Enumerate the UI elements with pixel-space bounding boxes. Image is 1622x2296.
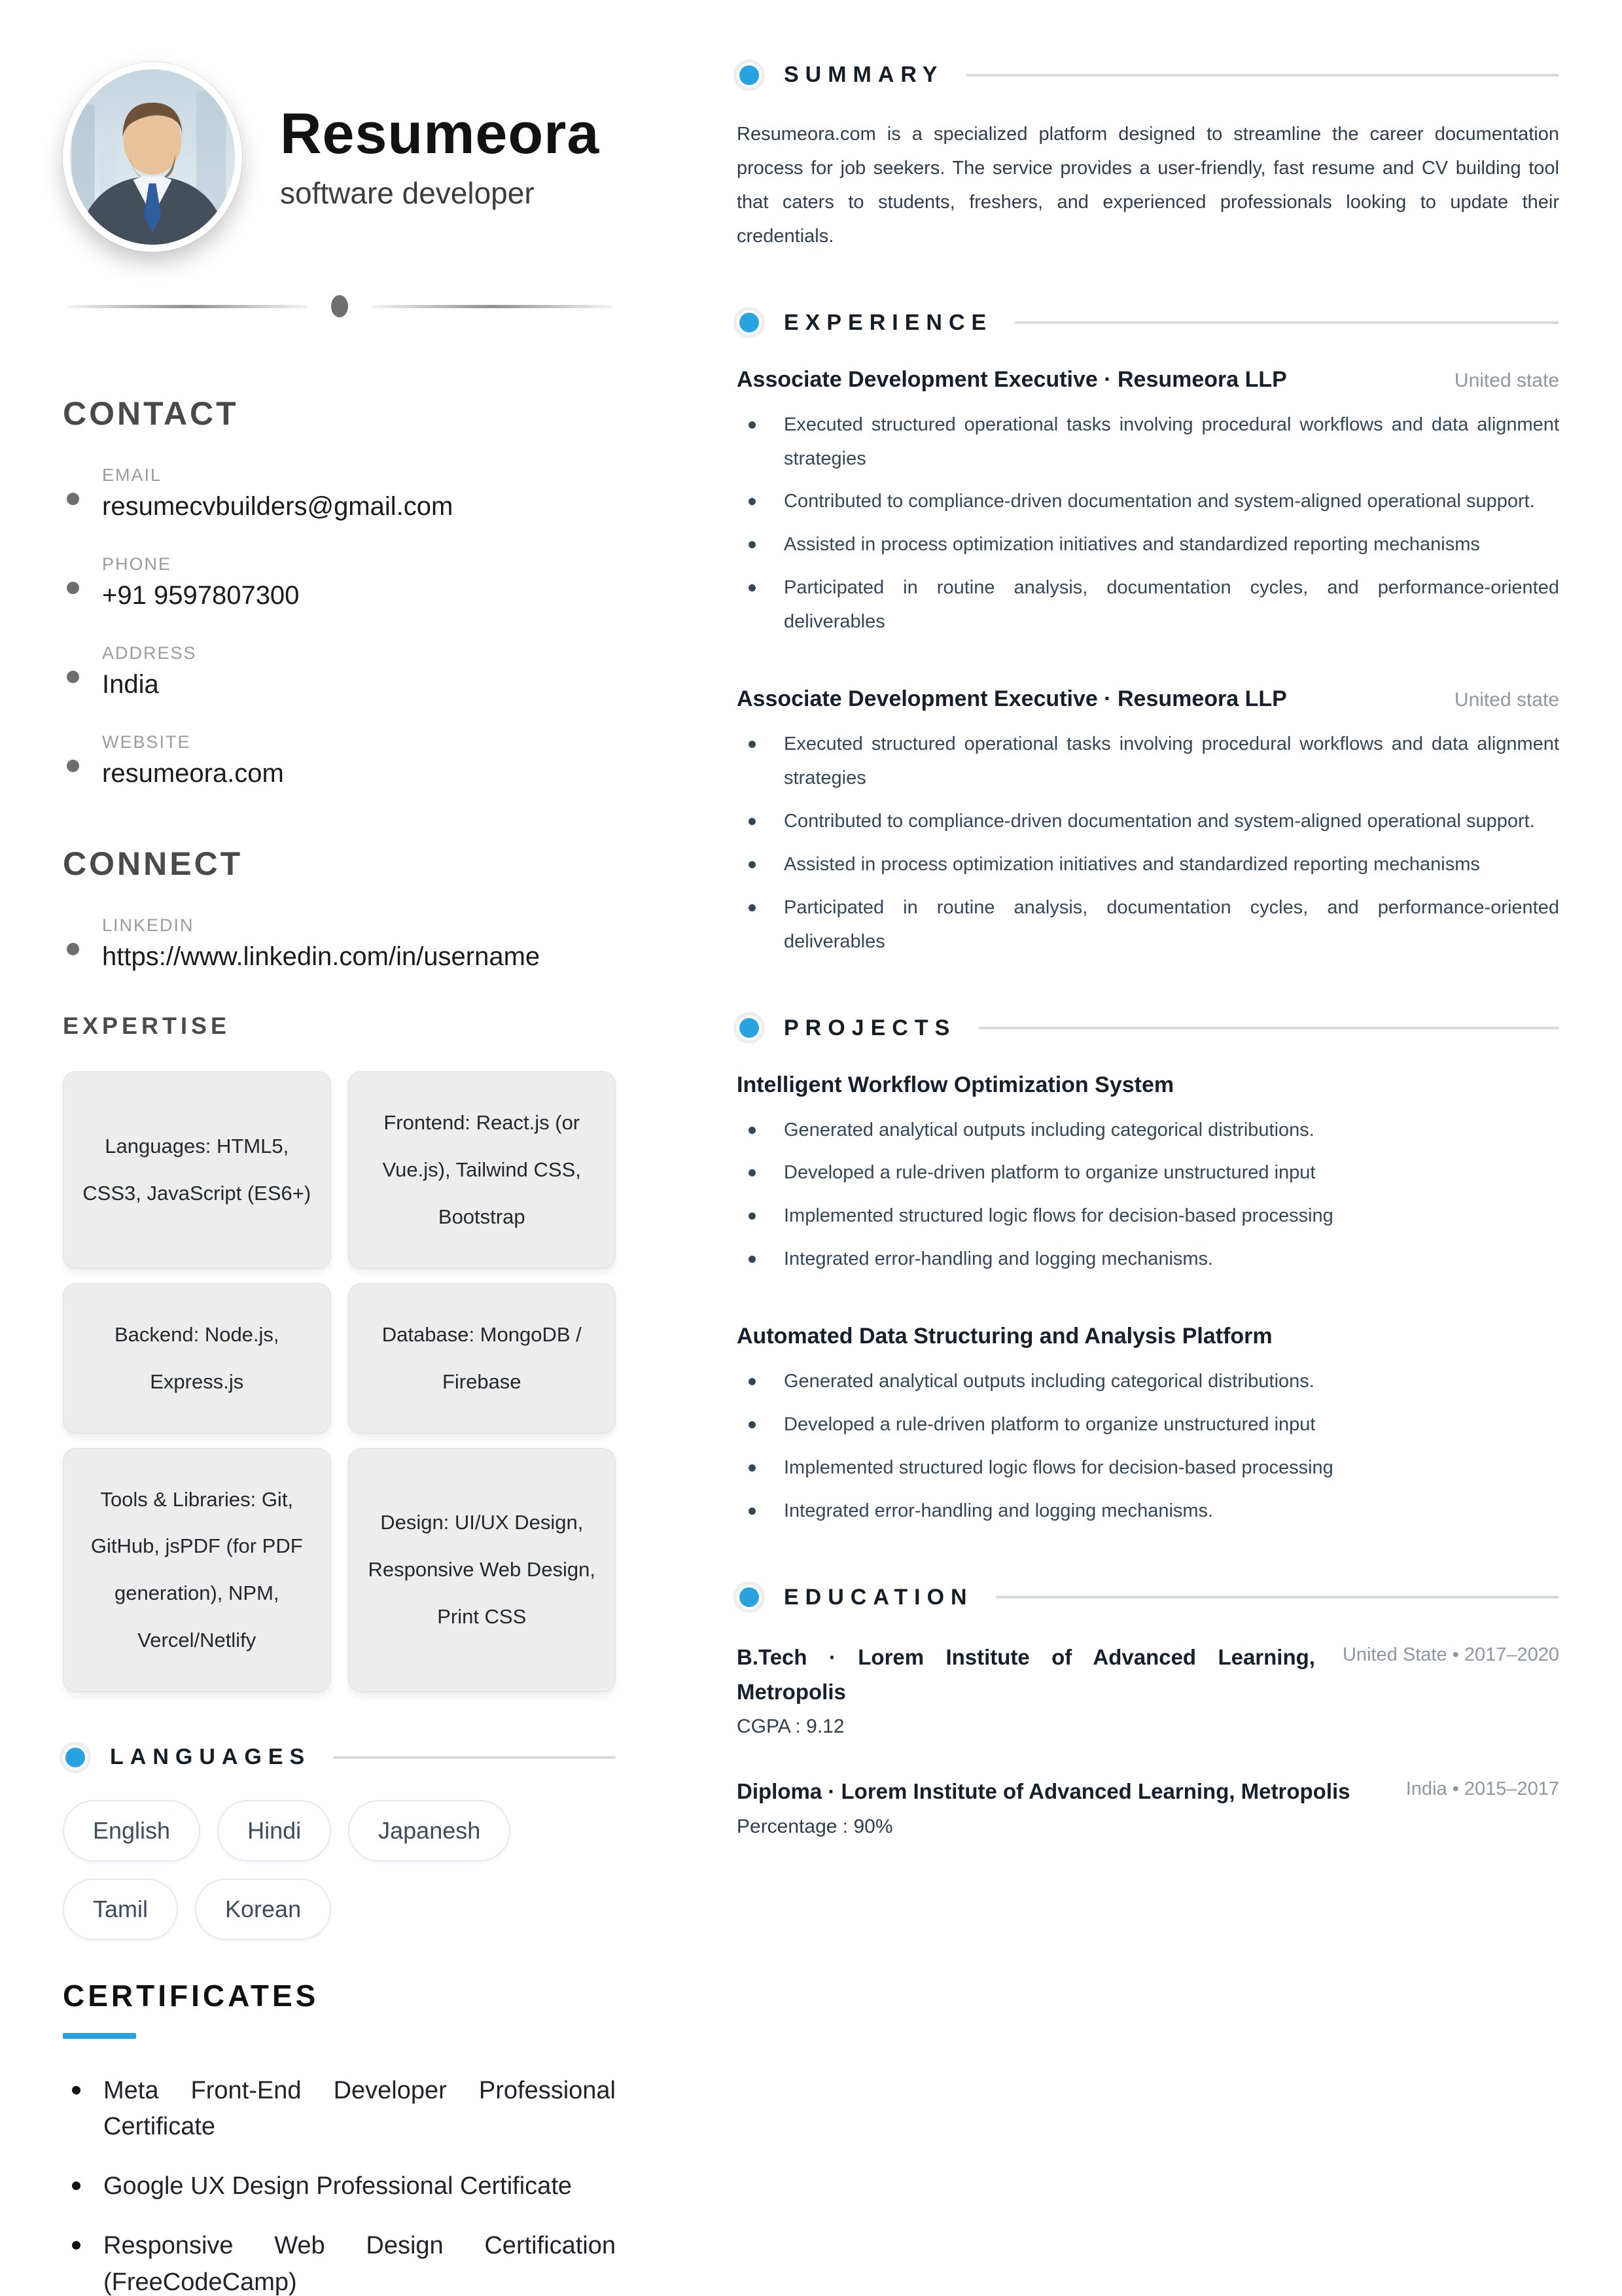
bullet-dot-icon bbox=[67, 943, 79, 955]
education-location-dates: India • 2015–2017 bbox=[1405, 1778, 1559, 1800]
expertise-grid bbox=[63, 1071, 616, 1692]
identity-block bbox=[63, 62, 616, 252]
contact-item-phone bbox=[63, 554, 616, 610]
header-divider bbox=[67, 295, 612, 317]
expertise-box: Tools & Libraries: Git, GitHub, jsPDF (for PDF generation), NPM, Vercel/Netlify bbox=[63, 1448, 331, 1693]
languages-section bbox=[63, 1744, 616, 1940]
job-title: Associate Development Executive · Resumeora LLP bbox=[737, 686, 1287, 712]
contact-label: WEBSITE bbox=[102, 732, 191, 752]
heading-rule bbox=[978, 1027, 1559, 1029]
education-entry bbox=[737, 1640, 1559, 1710]
education-section bbox=[737, 1585, 1559, 1838]
heading-rule bbox=[1015, 321, 1559, 324]
job-title-row bbox=[737, 367, 1559, 393]
language-pills bbox=[63, 1800, 616, 1940]
job-bullet: Participated in routine analysis, documentation cycles, and performance-oriented deliverables bbox=[737, 571, 1559, 639]
education-location-dates: United State • 2017–2020 bbox=[1342, 1644, 1559, 1665]
connect-label: LINKEDIN bbox=[102, 915, 194, 935]
certificate-item: Google UX Design Professional Certificate bbox=[63, 2168, 616, 2204]
divider-line-right bbox=[372, 305, 612, 308]
contact-label: ADDRESS bbox=[102, 643, 197, 663]
summary-heading-row bbox=[737, 62, 1559, 88]
section-bullet-icon bbox=[737, 1016, 762, 1040]
contact-label: EMAIL bbox=[102, 465, 162, 485]
job-bullet: Assisted in process optimization initiatives and standardized reporting mechanisms bbox=[737, 528, 1559, 562]
projects-heading: PROJECTS bbox=[784, 1015, 957, 1040]
certificates-list bbox=[63, 2073, 616, 2296]
contact-heading: CONTACT bbox=[63, 395, 239, 432]
expertise-box: Languages: HTML5, CSS3, JavaScript (ES6+) bbox=[63, 1071, 331, 1269]
bullet-dot-icon bbox=[67, 582, 79, 594]
job-bullet: Assisted in process optimization initiatives and standardized reporting mechanisms bbox=[737, 848, 1559, 882]
project-bullet-list bbox=[737, 1365, 1559, 1528]
section-bullet-icon bbox=[737, 63, 762, 88]
languages-heading-row bbox=[63, 1744, 616, 1770]
job-location: United state bbox=[1454, 369, 1559, 391]
summary-section bbox=[737, 62, 1559, 254]
certificates-section bbox=[63, 1978, 616, 2296]
projects-heading-row bbox=[737, 1016, 1559, 1041]
education-degree: Diploma · Lorem Institute of Advanced Learning, Metropolis bbox=[737, 1779, 1350, 1804]
job-location: United state bbox=[1454, 689, 1559, 711]
language-pill: Tamil bbox=[63, 1879, 178, 1940]
contact-item-website bbox=[63, 732, 616, 788]
profile-photo-illustration bbox=[70, 69, 235, 245]
bullet-dot-icon bbox=[67, 760, 79, 772]
job-bullet: Participated in routine analysis, documentation cycles, and performance-oriented deliverables bbox=[737, 891, 1559, 959]
education-degree: B.Tech · Lorem Institute of Advanced Learning, Metropolis bbox=[737, 1644, 1315, 1704]
heading-rule bbox=[966, 74, 1559, 77]
bullet-dot-icon bbox=[67, 493, 79, 505]
profile-photo bbox=[63, 62, 242, 252]
main-content bbox=[737, 62, 1559, 2270]
projects-section bbox=[737, 1016, 1559, 1528]
summary-heading: SUMMARY bbox=[784, 62, 944, 87]
project-bullet: Developed a rule-driven platform to organize unstructured input bbox=[737, 1408, 1559, 1442]
project-title: Intelligent Workflow Optimization System bbox=[737, 1072, 1174, 1097]
expertise-heading: EXPERTISE bbox=[63, 1012, 231, 1039]
job-bullet: Executed structured operational tasks involving procedural workflows and data alignment strategies bbox=[737, 728, 1559, 796]
left-sidebar bbox=[63, 62, 616, 2296]
connect-heading: CONNECT bbox=[63, 845, 243, 882]
contact-value-address: India bbox=[102, 670, 159, 699]
education-heading-row bbox=[737, 1585, 1559, 1610]
project-title-row bbox=[737, 1324, 1559, 1349]
expertise-box: Frontend: React.js (or Vue.js), Tailwind CSS, Bootstrap bbox=[348, 1071, 616, 1269]
project-title: Automated Data Structuring and Analysis Platform bbox=[737, 1324, 1273, 1349]
education-entry bbox=[737, 1775, 1559, 1809]
certificates-heading-underline bbox=[63, 2033, 136, 2039]
language-pill: Korean bbox=[195, 1879, 331, 1940]
experience-heading-row bbox=[737, 310, 1559, 336]
bullet-dot-icon bbox=[67, 671, 79, 683]
language-pill: Hindi bbox=[217, 1800, 331, 1862]
project-title-row bbox=[737, 1072, 1559, 1098]
project-bullet-list bbox=[737, 1114, 1559, 1277]
experience-heading: EXPERIENCE bbox=[784, 309, 993, 335]
job-bullet: Contributed to compliance-driven documentation and system-aligned operational support. bbox=[737, 805, 1559, 839]
contact-value-website[interactable]: resumeora.com bbox=[102, 759, 284, 788]
divider-dot-icon bbox=[331, 295, 348, 317]
certificates-heading: CERTIFICATES bbox=[63, 1979, 319, 2013]
heading-rule bbox=[333, 1756, 616, 1759]
divider-line-left bbox=[67, 305, 308, 308]
certificate-item: Responsive Web Design Certification (FreeCodeCamp) bbox=[63, 2228, 616, 2296]
job-bullet-list bbox=[737, 728, 1559, 959]
contact-value-phone: +91 9597807300 bbox=[102, 581, 300, 610]
contact-section bbox=[63, 395, 616, 788]
job-bullet: Contributed to compliance-driven documentation and system-aligned operational support. bbox=[737, 485, 1559, 519]
project-bullet: Implemented structured logic flows for decision-based processing bbox=[737, 1451, 1559, 1485]
languages-heading: LANGUAGES bbox=[110, 1744, 311, 1770]
project-bullet: Integrated error-handling and logging mechanisms. bbox=[737, 1243, 1559, 1277]
contact-item-email bbox=[63, 465, 616, 521]
section-bullet-icon bbox=[737, 310, 762, 335]
expertise-section bbox=[63, 1012, 616, 1692]
person-name: Resumeora bbox=[280, 100, 600, 166]
job-bullet: Executed structured operational tasks involving procedural workflows and data alignment strategies bbox=[737, 408, 1559, 476]
project-bullet: Developed a rule-driven platform to organize unstructured input bbox=[737, 1156, 1559, 1190]
job-bullet-list bbox=[737, 408, 1559, 639]
education-heading: EDUCATION bbox=[784, 1584, 974, 1610]
language-pill: English bbox=[63, 1800, 200, 1862]
project-bullet: Generated analytical outputs including categorical distributions. bbox=[737, 1365, 1559, 1399]
expertise-box: Design: UI/UX Design, Responsive Web Design, Print CSS bbox=[348, 1448, 616, 1693]
expertise-box: Backend: Node.js, Express.js bbox=[63, 1283, 331, 1434]
connect-value-linkedin[interactable]: https://www.linkedin.com/in/username bbox=[102, 942, 540, 971]
job-title-row bbox=[737, 686, 1559, 712]
connect-section bbox=[63, 845, 616, 972]
project-bullet: Implemented structured logic flows for decision-based processing bbox=[737, 1199, 1559, 1233]
language-pill: Japanesh bbox=[348, 1800, 510, 1862]
project-bullet: Generated analytical outputs including categorical distributions. bbox=[737, 1114, 1559, 1148]
contact-label: PHONE bbox=[102, 554, 172, 574]
job-title: Associate Development Executive · Resumeora LLP bbox=[737, 366, 1287, 392]
expertise-box: Database: MongoDB / Firebase bbox=[348, 1283, 616, 1434]
project-bullet: Integrated error-handling and logging mechanisms. bbox=[737, 1494, 1559, 1528]
person-role: software developer bbox=[280, 176, 535, 211]
identity-text bbox=[280, 100, 600, 211]
contact-value-email[interactable]: resumecvbuilders@gmail.com bbox=[102, 492, 453, 521]
section-bullet-icon bbox=[63, 1745, 88, 1770]
contact-item-address bbox=[63, 643, 616, 699]
experience-section bbox=[737, 310, 1559, 959]
education-score: CGPA : 9.12 bbox=[737, 1716, 845, 1738]
certificate-item: Meta Front-End Developer Professional Certificate bbox=[63, 2073, 616, 2145]
section-bullet-icon bbox=[737, 1585, 762, 1610]
heading-rule bbox=[996, 1596, 1559, 1598]
connect-item-linkedin bbox=[63, 915, 616, 972]
education-score: Percentage : 90% bbox=[737, 1816, 893, 1838]
summary-paragraph: Resumeora.com is a specialized platform designed to streamline the career documentation process for job seekers. The service provides a user-friendly, fast resume and CV building tool that caters to students, freshers, and experienced professionals looking to update their credentials. bbox=[737, 124, 1559, 247]
